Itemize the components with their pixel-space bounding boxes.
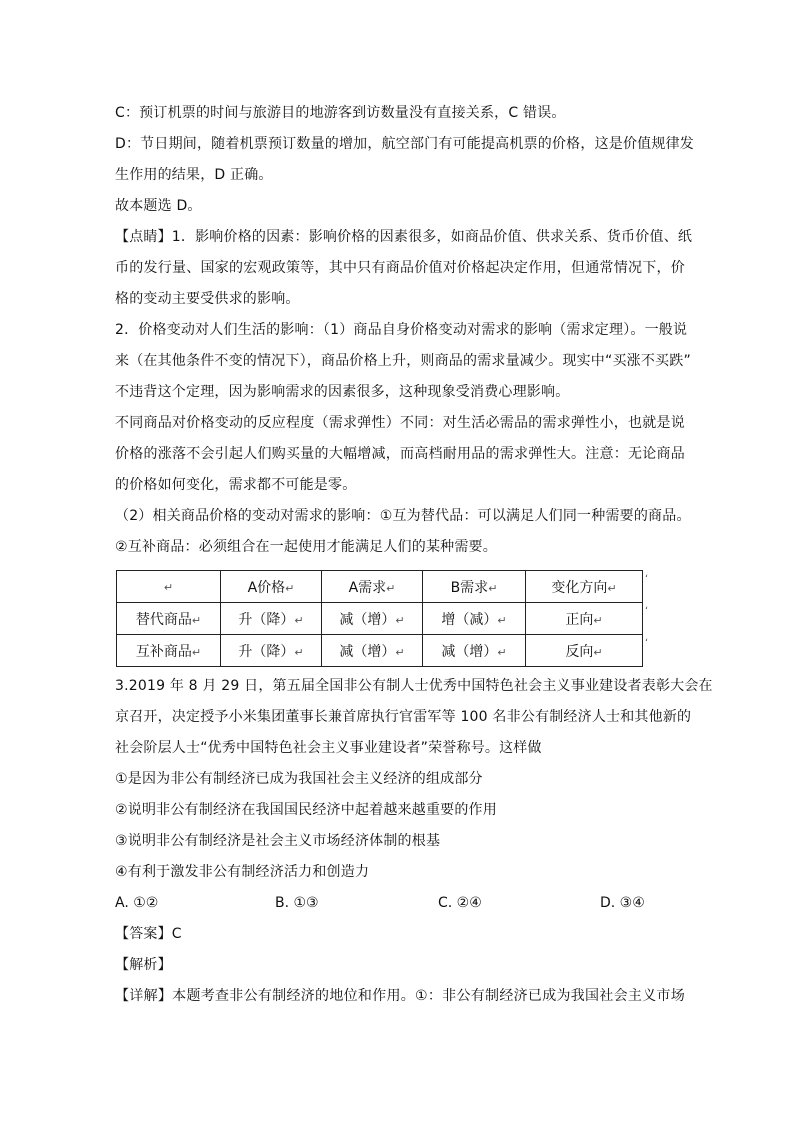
row-end-mark: ʻ (645, 606, 649, 617)
table-cell: 反向↵ (526, 635, 643, 667)
table-cell: 升（降）↵ (221, 603, 322, 635)
table-cell: B需求↵ (423, 571, 526, 603)
question-stem-line: 3.2019 年 8 月 29 日，第五届全国非公有制人士优秀中国特色社会主义事业建设者表彰大会在 (115, 678, 713, 694)
text-line: 币的发行量、国家的宏观政策等，其中只有商品价值对价格起决定作用，但通常情况下，价 (115, 260, 685, 276)
table-cell: 减（增）↵ (423, 635, 526, 667)
question-stem-line: 社会阶层人士“优秀中国特色社会主义事业建设者”荣誉称号。这样做 (115, 740, 542, 756)
option-a: A. ①② (115, 895, 159, 911)
text-line: 生作用的结果，D 正确。 (115, 167, 273, 183)
table-cell: A需求↵ (322, 571, 423, 603)
text-line: D：节日期间，随着机票预订数量的增加，航空部门有可能提高机票的价格，这是价值规律发 (115, 136, 694, 152)
comparison-table (116, 570, 643, 667)
text-line: 不违背这个定理，因为影响需求的因素很多，这种现象受消费心理影响。 (115, 384, 570, 400)
option-d: D. ③④ (600, 895, 645, 911)
option-b: B. ①③ (275, 895, 319, 911)
table-cell: ↵ (117, 571, 221, 603)
table-row (117, 603, 643, 635)
table-cell: 增（减）↵ (423, 603, 526, 635)
table-cell: 互补商品↵ (117, 635, 221, 667)
text-line: 不同商品对价格变动的反应程度（需求弹性）不同：对生活必需品的需求弹性小，也就是说 (115, 415, 685, 431)
statement: ②说明非公有制经济在我国国民经济中起着越来越重要的作用 (115, 802, 497, 818)
text-line: 价格的涨落不会引起人们购买量的大幅增减，而高档耐用品的需求弹性大。注意：无论商品 (115, 446, 685, 462)
answer-line: 【答案】C (115, 926, 182, 942)
analysis-heading: 【解析】 (115, 957, 172, 973)
table-cell: 升（降）↵ (221, 635, 322, 667)
question-stem-line: 京召开，决定授予小米集团董事长兼首席执行官雷军等 100 名非公有制经济人士和其他新的 (115, 709, 692, 725)
table-cell: 替代商品↵ (117, 603, 221, 635)
table-cell: 减（增）↵ (322, 635, 423, 667)
table-cell: 减（增）↵ (322, 603, 423, 635)
option-c: C. ②④ (438, 895, 482, 911)
statement: ④有利于激发非公有制经济活力和创造力 (115, 864, 370, 880)
table-cell: 正向↵ (526, 603, 643, 635)
text-line: 的价格如何变化，需求都不可能是零。 (115, 477, 357, 493)
row-end-mark: ʻ (645, 638, 649, 649)
text-line: 2．价格变动对人们生活的影响：（1）商品自身价格变动对需求的影响（需求定理）。一般说 (115, 322, 688, 338)
text-line: 【点睛】1．影响价格的因素：影响价格的因素很多，如商品价值、供求关系、货币价值、纸 (115, 229, 693, 245)
detail-line: 【详解】本题考查非公有制经济的地位和作用。①：非公有制经济已成为我国社会主义市场 (115, 988, 685, 1004)
text-line: ②互补商品：必须组合在一起使用才能满足人们的某种需要。 (115, 539, 497, 555)
row-end-mark: ʻ (645, 574, 649, 585)
table-cell: A价格↵ (221, 571, 322, 603)
table-row (117, 635, 643, 667)
text-line: 来（在其他条件不变的情况下），商品价格上升，则商品的需求量减少。现实中“买涨不买跌” (115, 353, 691, 369)
statement: ①是因为非公有制经济已成为我国社会主义经济的组成部分 (115, 771, 483, 787)
table-header-row (117, 571, 643, 603)
statement: ③说明非公有制经济是社会主义市场经济体制的根基 (115, 833, 441, 849)
text-line: C：预订机票的时间与旅游目的地游客到访数量没有直接关系，C 错误。 (115, 105, 566, 121)
text-line: （2）相关商品价格的变动对需求的影响：①互为替代品：可以满足人们同一种需要的商品。 (115, 508, 691, 524)
text-line: 格的变动主要受供求的影响。 (115, 291, 300, 307)
text-line: 故本题选 D。 (115, 198, 202, 214)
table-cell: 变化方向↵ (526, 571, 643, 603)
